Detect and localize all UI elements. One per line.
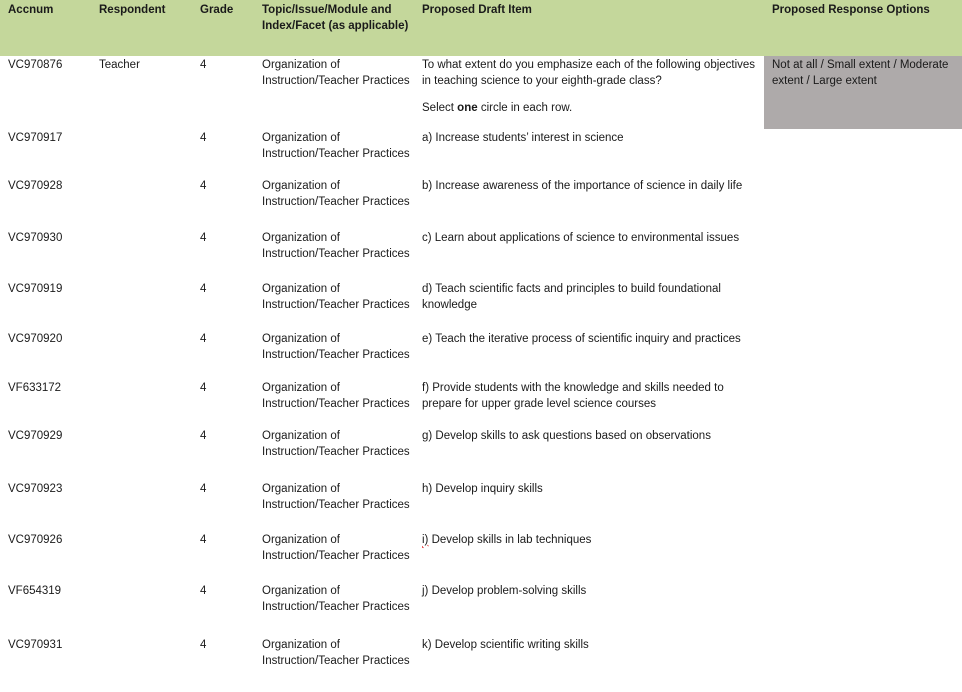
response-options-cell[interactable] (764, 480, 962, 531)
response-options-cell[interactable] (764, 379, 962, 427)
grade-cell[interactable]: 4 (200, 430, 207, 442)
topic-cell[interactable]: Organization of Instruction/Teacher Practices (262, 382, 410, 410)
table-row (0, 636, 962, 692)
item-text: d) Teach scientific facts and principles to build foundational knowledge (422, 283, 721, 311)
response-options-cell[interactable]: Not at all / Small extent / Moderate extent / Large extent (764, 56, 962, 129)
select-suffix: circle in each row. (477, 102, 573, 114)
draft-item-cell[interactable] (422, 56, 764, 129)
accnum-cell[interactable]: VC970919 (8, 283, 63, 295)
respondent-cell[interactable] (99, 280, 200, 330)
item-text: c) Learn about applications of science to environmental issues (422, 232, 740, 244)
draft-item-cell[interactable] (422, 379, 764, 427)
topic-cell[interactable]: Organization of Instruction/Teacher Practices (262, 283, 410, 311)
respondent-cell[interactable] (99, 636, 200, 692)
topic-cell[interactable]: Organization of Instruction/Teacher Practices (262, 180, 410, 208)
accnum-cell[interactable]: VF654319 (8, 585, 62, 597)
select-prefix: Select (422, 102, 458, 114)
respondent-cell[interactable] (99, 379, 200, 427)
draft-item-cell[interactable] (422, 177, 764, 229)
topic-cell[interactable]: Organization of Instruction/Teacher Practices (262, 585, 410, 613)
draft-item-cell[interactable] (422, 330, 764, 379)
response-options-cell[interactable] (764, 531, 962, 582)
draft-item-cell[interactable] (422, 480, 764, 531)
select-bold: one (457, 102, 478, 114)
item-stem: To what extent do you emphasize each of the following objectives in teaching science to your eighth-grade class? (422, 59, 756, 87)
accnum-cell[interactable]: VC970876 (8, 59, 63, 71)
select-instruction (422, 100, 764, 116)
header-topic: Topic/Issue/Module and Index/Facet (as applicable) (262, 0, 422, 56)
accnum-cell[interactable]: VC970917 (8, 132, 63, 144)
table-row (0, 280, 962, 330)
draft-item-cell[interactable] (422, 229, 764, 280)
grade-cell[interactable]: 4 (200, 283, 207, 295)
table-row (0, 480, 962, 531)
table-row (0, 582, 962, 636)
item-text: k) Develop scientific writing skills (422, 639, 589, 651)
accnum-cell[interactable]: VC970923 (8, 483, 63, 495)
grade-cell[interactable]: 4 (200, 333, 207, 345)
topic-cell[interactable]: Organization of Instruction/Teacher Practices (262, 639, 410, 667)
topic-cell[interactable]: Organization of Instruction/Teacher Practices (262, 232, 410, 260)
draft-item-cell[interactable] (422, 636, 764, 692)
item-prefix: i) (422, 534, 429, 546)
item-text: h) Develop inquiry skills (422, 483, 543, 495)
respondent-cell[interactable] (99, 427, 200, 480)
header-draft-item: Proposed Draft Item (422, 0, 764, 56)
response-options-cell[interactable] (764, 427, 962, 480)
draft-item-cell[interactable] (422, 129, 764, 177)
accnum-cell[interactable]: VF633172 (8, 382, 62, 394)
item-text: a) Increase students’ interest in science (422, 132, 624, 144)
accnum-cell[interactable]: VC970926 (8, 534, 63, 546)
grade-cell[interactable]: 4 (200, 639, 207, 651)
item-text: Develop skills in lab techniques (428, 534, 592, 546)
response-options-cell[interactable] (764, 177, 962, 229)
table-row (0, 531, 962, 582)
accnum-cell[interactable]: VC970931 (8, 639, 63, 651)
topic-cell[interactable]: Organization of Instruction/Teacher Practices (262, 430, 410, 458)
item-text: f) Provide students with the knowledge and skills needed to prepare for upper grade level science courses (422, 382, 724, 410)
table-row (0, 56, 962, 129)
table-row (0, 177, 962, 229)
item-text: g) Develop skills to ask questions based on observations (422, 430, 711, 442)
topic-cell[interactable]: Organization of Instruction/Teacher Practices (262, 483, 410, 511)
draft-item-cell[interactable] (422, 531, 764, 582)
accnum-cell[interactable]: VC970928 (8, 180, 63, 192)
topic-cell[interactable]: Organization of Instruction/Teacher Practices (262, 59, 410, 87)
item-text: e) Teach the iterative process of scientific inquiry and practices (422, 333, 741, 345)
table-row (0, 427, 962, 480)
response-options-cell[interactable] (764, 636, 962, 692)
table-row (0, 379, 962, 427)
respondent-cell[interactable] (99, 129, 200, 177)
grade-cell[interactable]: 4 (200, 534, 207, 546)
header-row (0, 0, 962, 56)
header-accnum: Accnum (0, 0, 99, 56)
item-text: j) Develop problem-solving skills (422, 585, 587, 597)
respondent-cell[interactable]: Teacher (99, 59, 140, 71)
table-row (0, 229, 962, 280)
grade-cell[interactable]: 4 (200, 180, 207, 192)
respondent-cell[interactable] (99, 177, 200, 229)
draft-item-cell[interactable] (422, 582, 764, 636)
response-options-cell[interactable] (764, 330, 962, 379)
grade-cell[interactable]: 4 (200, 132, 207, 144)
respondent-cell[interactable] (99, 229, 200, 280)
item-text: b) Increase awareness of the importance of science in daily life (422, 180, 743, 192)
topic-cell[interactable]: Organization of Instruction/Teacher Practices (262, 132, 410, 160)
accnum-cell[interactable]: VC970920 (8, 333, 63, 345)
topic-cell[interactable]: Organization of Instruction/Teacher Practices (262, 333, 410, 361)
table-row (0, 129, 962, 177)
respondent-cell[interactable] (99, 582, 200, 636)
draft-item-cell[interactable] (422, 427, 764, 480)
grade-cell[interactable]: 4 (200, 585, 207, 597)
accnum-cell[interactable]: VC970930 (8, 232, 63, 244)
grade-cell[interactable]: 4 (200, 483, 207, 495)
response-options-cell[interactable] (764, 582, 962, 636)
header-respondent: Respondent (99, 0, 200, 56)
grade-cell[interactable]: 4 (200, 382, 207, 394)
respondent-cell[interactable] (99, 480, 200, 531)
topic-cell[interactable]: Organization of Instruction/Teacher Practices (262, 534, 410, 562)
header-response-options: Proposed Response Options (764, 0, 962, 56)
respondent-cell[interactable] (99, 330, 200, 379)
respondent-cell[interactable] (99, 531, 200, 582)
response-options-cell[interactable] (764, 129, 962, 177)
response-options-cell[interactable] (764, 280, 962, 330)
draft-item-cell[interactable] (422, 280, 764, 330)
grade-cell[interactable]: 4 (200, 232, 207, 244)
response-options-cell[interactable] (764, 229, 962, 280)
grade-cell[interactable]: 4 (200, 59, 207, 71)
accnum-cell[interactable]: VC970929 (8, 430, 63, 442)
header-grade: Grade (200, 0, 262, 56)
table-row (0, 330, 962, 379)
